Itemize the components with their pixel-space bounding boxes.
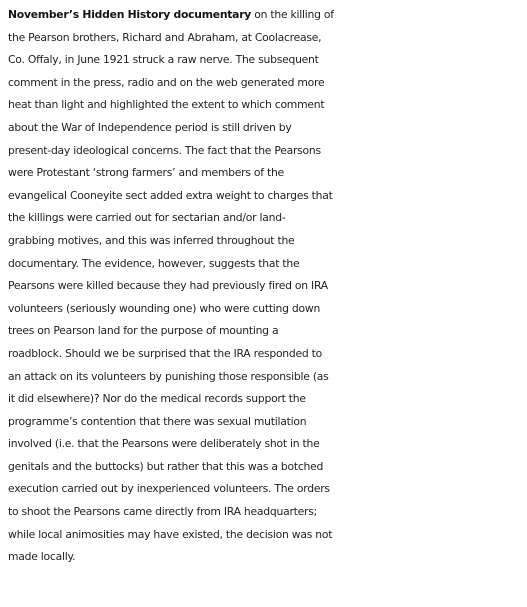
text-line: present-day ideological concerns. The fact that the Pearsons (8, 143, 321, 157)
text-line: while local animosities may have existed, the decision was not (8, 527, 333, 541)
article-body (8, 4, 523, 569)
text-line: Co. Offaly, in June 1921 struck a raw nerve. The subsequent (8, 53, 319, 67)
text-line: involved (i.e. that the Pearsons were deliberately shot in the (8, 437, 320, 451)
text-line: about the War of Independence period is still driven by (8, 120, 292, 134)
text-line: roadblock. Should we be surprised that the IRA responded to (8, 346, 323, 360)
text-line: volunteers (seriously wounding one) who were cutting down (8, 301, 321, 315)
text-line: evangelical Cooneyite sect added extra weight to charges that (8, 188, 333, 202)
text-line: documentary. The evidence, however, suggests that the (8, 256, 300, 270)
text-line: Pearsons were killed because they had previously fired on IRA (8, 279, 328, 293)
text-line: heat than light and highlighted the extent to which comment (8, 98, 325, 112)
text-line: an attack on its volunteers by punishing those responsible (as (8, 369, 329, 383)
text-line: were Protestant ‘strong farmers’ and members of the (8, 166, 284, 180)
text-line-fragment: on the killing of (251, 8, 334, 21)
text-line: programme’s contention that there was sexual mutilation (8, 414, 307, 428)
text-line (8, 4, 523, 27)
text-line: the Pearson brothers, Richard and Abraham, at Coolacrease, (8, 30, 322, 44)
text-line: comment in the press, radio and on the web generated more (8, 75, 325, 89)
text-line: made locally. (8, 550, 76, 564)
text-line: grabbing motives, and this was inferred throughout the (8, 233, 295, 247)
lead-title: November’s Hidden History documentary (8, 8, 252, 21)
text-line: it did elsewhere)? Nor do the medical records support the (8, 392, 306, 406)
text-line: execution carried out by inexperienced volunteers. The orders (8, 482, 330, 496)
text-line: genitals and the buttocks) but rather that this was a botched (8, 459, 324, 473)
text-line: the killings were carried out for sectarian and/or land- (8, 211, 286, 225)
text-line: trees on Pearson land for the purpose of mounting a (8, 324, 279, 338)
text-line: to shoot the Pearsons came directly from IRA headquarters; (8, 505, 317, 519)
